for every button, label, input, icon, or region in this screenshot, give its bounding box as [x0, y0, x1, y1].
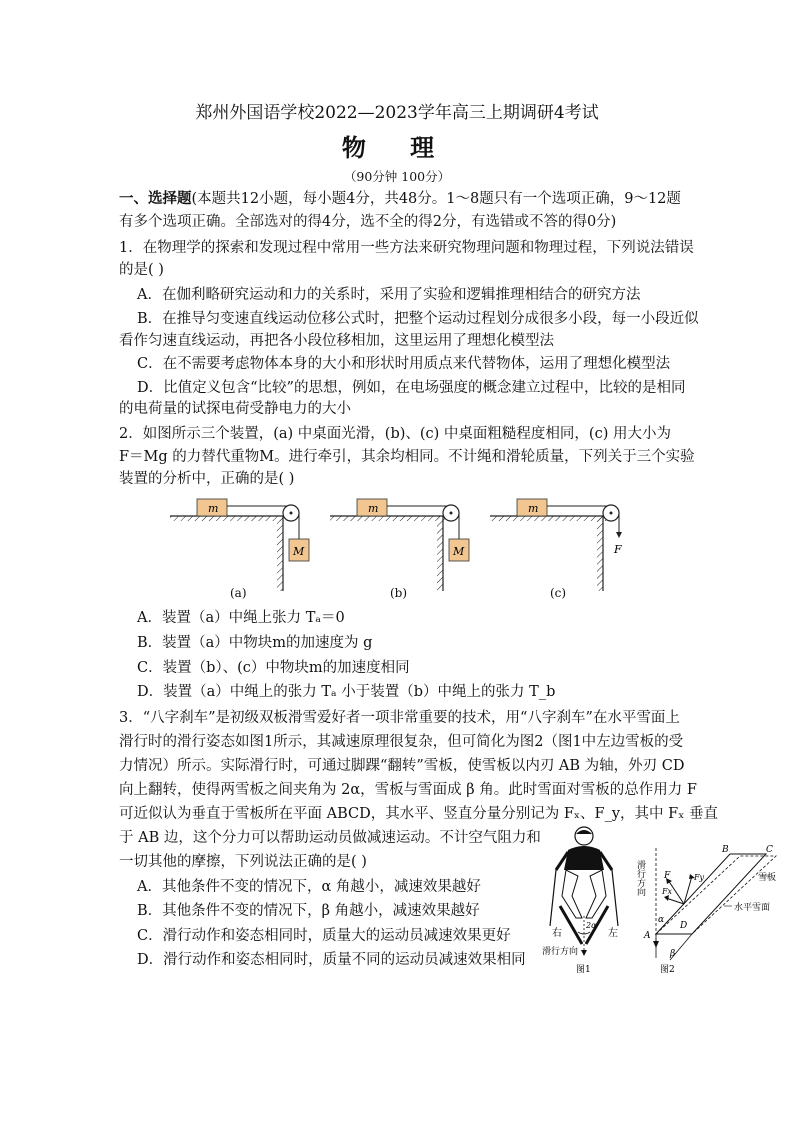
q3-stem-line5: 可近似认为垂直于雪板所在平面 ABCD，其水平、竖直分量分别记为 Fₓ、F_y，其中 Fₓ 垂直 [119, 806, 718, 822]
section-heading-bold: 一、选择题 [119, 190, 192, 207]
right-pole [612, 870, 618, 926]
fig2-label-C: C [766, 845, 773, 855]
q1-option-a: A．在伽利略研究运动和力的关系时，采用了实验和逻辑推理相结合的研究方法 [137, 287, 641, 303]
subject-title: 物 理 [341, 133, 453, 162]
fig2-board-label: 雪板 [758, 873, 777, 883]
caption-b: (b) [390, 586, 408, 600]
block-M-a-label: M [293, 545, 305, 558]
snow-plane [656, 856, 776, 934]
fig1-right-label: 右 [552, 928, 562, 939]
time-score: （90分钟 100分） [343, 169, 451, 184]
q1-option-d-line1: D．比值定义包含“比较”的思想，例如，在电场强度的概念建立过程中，比较的是相同 [137, 380, 686, 396]
apparatus-a [170, 499, 309, 591]
fig2-snow-label: 水平雪面 [734, 903, 771, 913]
fig2-label-Fx: Fx [662, 887, 673, 896]
fig1-left-label: 左 [608, 928, 618, 939]
q2-option-b: B．装置（a）中物块m的加速度为 g [137, 635, 373, 651]
force-Fx [666, 898, 684, 904]
section-heading [119, 189, 681, 209]
q3-figure-2 [635, 838, 790, 978]
q3-stem-line4: 向上翻转，使得两雪板之间夹角为 2α，雪板与雪面成 β 角。此时雪面对雪板的总作用力 F [119, 782, 697, 798]
fig2-label-B: B [722, 845, 729, 855]
fig2-direction-label: 滑行方向 [635, 860, 645, 896]
q3-stem-line7: 一切其他的摩擦，下列说法正确的是( ) [119, 854, 367, 870]
skier-head [575, 827, 593, 845]
q1-option-c: C．在不需要考虑物体本身的大小和形状时用质点来代替物体，运用了理想化模型法 [137, 356, 671, 372]
q1-stem-line1: 1．在物理学的探索和发现过程中常用一些方法来研究物理问题和物理过程，下列说法错误 [119, 240, 694, 256]
apparatus-c [490, 499, 622, 591]
force-label: F [614, 543, 622, 556]
fig1-direction-label: 滑行方向 [542, 947, 579, 957]
skier-body [564, 846, 604, 870]
fig1-angle-label: 2α [586, 921, 597, 930]
q2-option-c: C．装置（b）、(c）中物块m的加速度相同 [137, 660, 410, 676]
q3-stem-line1: 3．“八字刹车”是初级双板滑雪爱好者一项非常重要的技术，用“八字刹车”在水平雪面上 [119, 710, 680, 726]
q1-option-b-line2: 看作匀速直线运动，再把各小段位移相加，这里运用了理想化模型法 [119, 333, 554, 349]
q2-stem-line2: F＝Mg 的力替代重物M。进行牵引，其余均相同。不计绳和滑轮质量，下列关于三个实验 [119, 449, 695, 465]
q3-option-c: C．滑行动作和姿态相同时，质量大的运动员减速效果更好 [137, 928, 511, 944]
q2-option-d: D．装置（a）中绳上的张力 Tₐ 小于装置（b）中绳上的张力 T_b [137, 684, 556, 700]
board-plane [656, 854, 766, 934]
q1-stem-line2: 的是( ) [119, 262, 164, 278]
block-M-b-label: M [453, 545, 465, 558]
fig2-caption: 图2 [660, 965, 675, 975]
block-m-c-label: m [528, 502, 539, 515]
fig2-label-Fy: Fy [694, 873, 705, 882]
q3-stem-line6: 于 AB 边，这个分力可以帮助运动员做减速运动。不计空气阻力和 [119, 830, 541, 846]
exam-title: 郑州外国语学校2022—2023学年高三上期调研4考试 [195, 103, 599, 123]
block-m-b-label: m [368, 502, 379, 515]
caption-c: (c) [550, 586, 567, 600]
fig2-label-beta: β [670, 949, 676, 959]
q2-stem-line3: 装置的分析中，正确的是( ) [119, 471, 295, 487]
q1-option-b-line1: B．在推导匀变速直线运动位移公式时，把整个运动过程划分成很多小段，每一小段近似 [137, 311, 699, 327]
q3-stem-line3: 力情况）所示。实际滑行时，可通过脚踝“翻转”雪板，使雪板以内刃 AB 为轴，外刃 CD [119, 758, 685, 774]
q2-option-a: A．装置（a）中绳上张力 Tₐ＝0 [137, 610, 345, 626]
q1-option-d-line2: 的电荷量的试探电荷受静电力的大小 [119, 401, 351, 417]
q2-stem-line1: 2．如图所示三个装置，(a) 中桌面光滑，(b)、(c) 中桌面粗糙程度相同，(c) 用大小为 [119, 426, 671, 442]
q3-option-d: D．滑行动作和姿态相同时，质量不同的运动员减速效果相同 [137, 952, 526, 968]
q3-stem-line2: 滑行时的滑行姿态如图1所示，其减速原理很复杂，但可简化为图2（图1中左边雪板的受 [119, 734, 684, 750]
block-m-a-label: m [208, 502, 219, 515]
q3-option-b: B．其他条件不变的情况下，β 角越小，减速效果越好 [137, 903, 480, 919]
fig2-label-D: D [680, 921, 688, 931]
q3-option-a: A．其他条件不变的情况下，α 角越小，减速效果越好 [137, 879, 481, 895]
caption-a: (a) [230, 586, 247, 600]
apparatus-b [330, 499, 469, 591]
section-heading-rest: (本题共12小题，每小题4分，共48分。1～8题只有一个选项正确，9～12题 [191, 191, 681, 207]
q3-figure-1 [532, 826, 632, 976]
fig2-label-alpha: α [658, 915, 665, 925]
fig2-label-F: F [664, 871, 671, 881]
fig2-label-A: A [644, 931, 651, 941]
fig1-caption: 图1 [576, 965, 591, 975]
left-pole [550, 870, 556, 926]
section-heading-line2: 有多个选项正确。全部选对的得4分，选不全的得2分，有选错或不答的得0分) [119, 214, 617, 230]
